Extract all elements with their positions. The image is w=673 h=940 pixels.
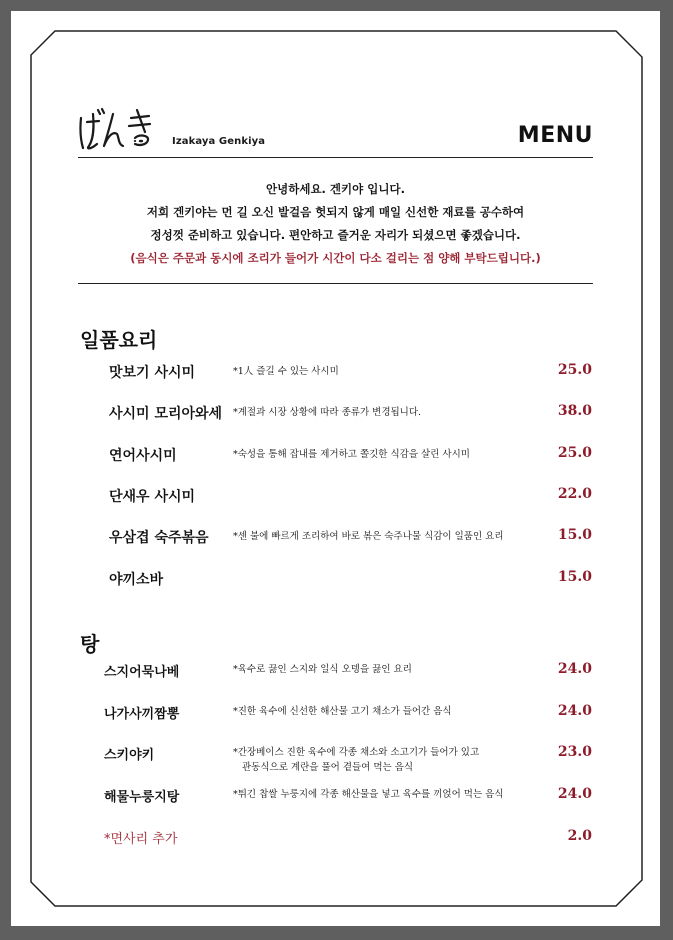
brand-name: Izakaya Genkiya: [172, 136, 266, 147]
item-price: 15.0: [557, 569, 592, 585]
intro-line-2: 저희 겐키야는 먼 길 오신 발걸음 헛되지 않게 매일 신선한 재료를 공수하여: [146, 205, 525, 219]
item-name: 단새우 사시미: [109, 489, 196, 505]
item-desc: *육수로 끓인 스지와 일식 오뎅을 끓인 요리: [233, 664, 412, 675]
item-price: 24.0: [557, 703, 592, 719]
item-price: 25.0: [557, 445, 592, 461]
header-divider: [78, 157, 593, 158]
item-price: 23.0: [557, 744, 592, 760]
item-name: 나가사끼짬뽕: [104, 707, 180, 722]
item-price: 38.0: [557, 403, 592, 419]
page-title: MENU: [517, 123, 593, 148]
item-desc: *진한 육수에 신선한 해산물 고기 채소가 들어간 음식: [233, 706, 452, 717]
menu-page: [11, 11, 660, 926]
item-name: *면사리 추가: [104, 832, 178, 847]
item-name: 맛보기 사시미: [109, 365, 196, 381]
item-price: 24.0: [557, 661, 592, 677]
item-desc-cont: 관동식으로 계란을 풀어 곁들여 먹는 음식: [242, 762, 414, 773]
item-name: 스키야키: [104, 748, 155, 763]
item-desc: *1人 즐길 수 있는 사시미: [233, 366, 339, 377]
item-desc: *튀긴 찹쌀 누룽지에 각종 해산물을 넣고 육수를 끼얹어 먹는 음식: [233, 789, 504, 800]
intro-divider: [78, 283, 593, 284]
item-desc: *숙성을 통해 잡내를 제거하고 쫄깃한 식감을 살린 사시미: [233, 449, 470, 460]
item-name: 연어사시미: [109, 448, 177, 464]
section-title-tang: 탕: [80, 632, 100, 656]
intro-line-3: 정성껏 준비하고 있습니다. 편안하고 즐거운 자리가 되셨으면 좋겠습니다.: [150, 228, 521, 242]
intro-line-1: 안녕하세요. 겐키야 입니다.: [266, 182, 405, 196]
item-name: 야끼소바: [109, 572, 164, 588]
intro-notice: (음식은 주문과 동시에 조리가 들어가 시간이 다소 걸리는 점 양해 부탁드립니다.): [130, 251, 541, 265]
section-title-ilpum: 일품요리: [80, 328, 158, 352]
item-desc: *간장베이스 진한 육수에 각종 채소와 소고기가 들어가 있고: [233, 747, 480, 758]
item-name: 해물누룽지탕: [104, 790, 180, 805]
item-name: 스지어묵나베: [104, 665, 180, 680]
item-price: 2.0: [567, 828, 592, 844]
item-price: 15.0: [557, 527, 592, 543]
item-desc: *센 불에 빠르게 조리하여 바로 볶은 숙주나물 식감이 일품인 요리: [233, 531, 504, 542]
item-desc: *계절과 시장 상황에 따라 종류가 변경됩니다.: [233, 407, 422, 418]
genkiya-logo-mark: [77, 104, 157, 154]
item-name: 사시미 모리아와세: [109, 406, 223, 422]
item-price: 24.0: [557, 786, 592, 802]
item-price: 22.0: [557, 486, 592, 502]
item-price: 25.0: [557, 362, 592, 378]
item-name: 우삼겹 숙주볶음: [109, 530, 209, 546]
